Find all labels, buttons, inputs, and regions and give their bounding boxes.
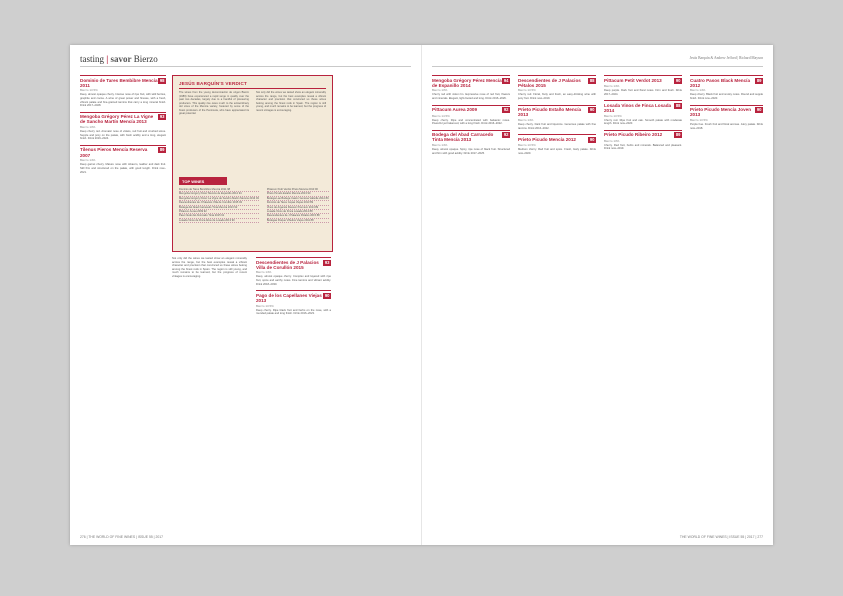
mid-column-a: [172, 257, 247, 279]
entry-title-bar: [518, 75, 596, 88]
header-rule: [80, 66, 411, 67]
top-wine-item: Vinos de Arganza Flavium Premium 2014 89: [267, 206, 329, 210]
score-badge: 88: [675, 102, 681, 108]
score-badge: 89: [159, 147, 165, 153]
wine-details: Bierzo 13.5%: [80, 88, 98, 93]
score-badge: 90: [589, 107, 595, 113]
verdict-rule: [179, 88, 326, 89]
wine-name: Mengoba Grégory Pérez La Vigne de Sancho Martín Mencía 2013: [80, 114, 154, 125]
footer-left: 276 | THE WORLD OF FINE WINES | ISSUE 55 | 2017: [80, 535, 164, 539]
top-wine-item: Paso Nudo del Ahorcado Tinta 2015 91: [179, 214, 259, 218]
right-column-1: [432, 75, 510, 159]
wine-entry: [604, 75, 682, 96]
section-header: [80, 54, 158, 64]
tasting-note: Cherry red with violet rim. Expressive nose of red fruit, flowers and minerals. Elegant, light-footed and long. Drink 2016–2026.: [432, 93, 510, 100]
wine-details: Bierzo 13.5%: [518, 88, 536, 93]
top-wine-item: Pittacum Aurea 2009 92: [179, 210, 259, 214]
wine-name: Prieto Picudo Mencía Joven 2013: [690, 107, 752, 118]
wine-details: Bierzo 14%: [432, 143, 448, 148]
score-badge: 89: [756, 77, 762, 83]
body-text: Not only did the wines we tasted show an elegant minerality across the range, but the best examples reveal a vibrant character and precision that convinced us these wines belong among the finest reds in Spain. The region is still young, and much remains to be learned, but the progress of recent vintages is encouraging.: [172, 257, 247, 278]
verdict-col-2: Not only did the wines we tasted show an elegant minerality across the range, but the best examples reveal a vibrant character and precision that convinced us these wines belong among the finest reds in Spain. The region is still young, and much remains to be learned, but the progress of recent vintages is encouraging.: [256, 91, 326, 112]
mid-column-b: [256, 257, 331, 320]
score-badge: 90: [324, 292, 330, 298]
wine-name: Descendientes de J Palacios Villa de Corullón 2015: [256, 259, 319, 270]
score-badge: 90: [589, 136, 595, 142]
wine-entry: [604, 100, 682, 126]
top-wine-item: Descendientes de J Palacios Villa de Corullón 2015 93: [179, 201, 259, 205]
entry-title-bar: [432, 75, 510, 88]
verdict-col-1: The wines from the young denominación de origen Bierzo (1989) have experienced a rapid surge in quality over the past two decades, largely due to a handful of pioneering producers. This quality rise owes much to the extraordinary old vines of the Mencía variety, fostered by some of the finest producers of the Peninsula, who have appreciated its great potential.: [179, 91, 249, 115]
tasters-credit: Jesús Barquín & Andrew Jefford | Richard Mayson: [689, 56, 763, 60]
section-label: tasting: [80, 54, 104, 64]
wine-entry: [432, 75, 510, 101]
wine-details: Bierzo 13%: [80, 125, 96, 130]
wine-details: Bierzo 14%: [80, 158, 96, 163]
header-rule: [432, 66, 763, 67]
tasting-note: Cherry red. Floral, fruity and fresh, an easy-drinking wine with juicy fruit. Drink now–2019.: [518, 93, 596, 100]
top-wines-list: [179, 188, 329, 223]
wine-name: Mengoba Grégory Pérez Mencía de Espanillo 2014: [432, 77, 502, 88]
tasting-note: Deep cherry. Ripe and concentrated with balsamic notes. Powerful yet balanced, with a long finish. Drink 2016–2022.: [432, 118, 510, 126]
wine-entry: [432, 105, 510, 126]
entry-title-bar: [604, 75, 682, 84]
score-badge: 98: [159, 77, 165, 83]
tasting-note: Deep cherry red. Aromatic nose of violets, red fruit and crushed stone. Supple and juicy on the palate, with fresh acidity and a long, elegant finish. Drink 2016–2024.: [80, 130, 166, 141]
wine-details: Bierzo 14%: [256, 270, 272, 275]
entry-title-bar: [604, 100, 682, 113]
right-column-4: [690, 75, 763, 134]
wine-name: Prieto Picudo Estaño Mencía 2013: [518, 107, 582, 118]
entry-title-bar: [690, 105, 763, 118]
verdict-box: [172, 75, 333, 252]
score-badge: 90: [756, 107, 762, 113]
top-wine-item: Dominio de Tares Cepas Viejas 2013 89: [267, 201, 329, 205]
top-wine-item: Bodega Las Bodega Castro Ventosa Valtuille 2012 89: [266, 196, 329, 200]
wine-name: Cuatro Pasos Black Mencía 2012: [690, 77, 750, 88]
wine-details: Bierzo 14%: [518, 118, 534, 122]
wine-details: Bierzo 14.5%: [432, 113, 450, 118]
wine-details: Bierzo 13.5%: [604, 113, 622, 118]
top-wine-item: Losada Vinos de Finca Altos de Losada 2013 90: [179, 219, 259, 223]
tasting-note: Cherry. Red fruit, herbs and minerals. Balanced and pleasant. Drink now–2019.: [604, 143, 682, 151]
top-wine-item: Bodegas Peique Viñedos Viejos 2011 88: [267, 219, 329, 223]
entry-title-bar: [256, 290, 331, 303]
entry-title-bar: [80, 75, 166, 88]
entry-title-bar: [518, 134, 596, 143]
wine-entry: [518, 75, 596, 101]
wine-name: Tilenus Pieros Mencía Reserva 2007: [80, 147, 148, 158]
verdict-title: JESÚS BARQUÍN'S VERDICT: [179, 81, 247, 86]
score-badge: 90: [675, 77, 681, 83]
wine-entry: [690, 105, 763, 131]
wine-entry: [604, 130, 682, 151]
wine-name: Pago de los Capellanes Viejas 2013: [256, 292, 322, 303]
tasting-note: Deep, almost opaque. Spicy, ripe nose of black fruit. Structured and firm with good acidity. Drink 2017–2025.: [432, 148, 510, 155]
left-column: [80, 75, 166, 178]
tasting-note: Purple hue. Fresh fruit and floral aromas. Juicy palate. Drink now–2018.: [690, 123, 763, 130]
wine-entry: [256, 290, 331, 316]
score-badge: 93: [324, 259, 330, 265]
wine-details: Bierzo 13%: [432, 88, 448, 93]
wine-name: Pittacum Petit Verdot 2013: [604, 77, 662, 83]
score-badge: 92: [503, 107, 509, 113]
top-wine-item: Mengoba Grégory Pérez Mencía de Espanillo 2014 94: [179, 192, 259, 196]
wine-entry: [80, 145, 166, 174]
entry-title-bar: [256, 257, 331, 270]
top-wine-item: Losada Vinos de Finca Losada 2014 88: [267, 210, 329, 214]
tasting-note: Deep cherry. Black fruit and smoky notes. Round and supple finish. Drink now–2020.: [690, 93, 763, 100]
wine-details: Bierzo 13.5%: [518, 143, 536, 148]
right-page: [422, 45, 773, 545]
entry-title-bar: [690, 75, 763, 88]
top-wine-item: Pittacum Petit Verdot Prieto Mencía 2013 90: [267, 188, 329, 192]
top-wines-title: TOP WINES: [179, 177, 227, 185]
tasting-note: Deep garnet cherry. Mature nose with tobacco, leather and dark fruit. Still firm and structured on the palate, with good length. Drink now–2021.: [80, 163, 166, 174]
wine-entry: [690, 75, 763, 101]
tasting-note: Deep, almost opaque cherry. Intense nose of ripe fruit, with wild berries, graphite and cocoa. A wine of great power and finesse, with a fresh, vibrant palate and fine-grained tannins that carry a long mineral finish. Drink 2017–2028.: [80, 93, 166, 108]
region-label: Bierzo: [133, 54, 158, 64]
wine-entry: [518, 105, 596, 131]
header-separator: |: [106, 54, 109, 64]
tasting-note: Deep, almost opaque cherry. Complex and layered with ripe fruit, spice and earthy notes. Fine tannins and vibrant acidity. Drink 2018–2030.: [256, 275, 331, 286]
wine-entry: [432, 130, 510, 156]
wine-details: Bierzo 14%: [690, 88, 706, 93]
tasting-note: Deep cherry. Dark fruit and liquorice. Generous palate with fine tannins. Drink 2016–2022.: [518, 123, 596, 130]
wine-entry: [80, 112, 166, 141]
wine-details: Bierzo 13.5%: [256, 303, 274, 308]
entry-title-bar: [518, 105, 596, 118]
top-wine-item: Dominio de Tares Bembibre Mencía 2011 98: [179, 188, 259, 192]
wine-entry: [80, 75, 166, 108]
top-wine-item: Mengoba Grégory Pérez La Vigne de Sancho Martín Mencía 2013 93: [179, 196, 259, 200]
wine-details: Bierzo 13%: [604, 138, 620, 143]
score-badge: 93: [159, 114, 165, 120]
entry-title-bar: [80, 145, 166, 158]
top-wines-panel: [179, 177, 329, 247]
entry-title-bar: [432, 130, 510, 143]
wine-details: Bierzo 13.5%: [690, 118, 708, 122]
tasting-note: Medium cherry. Red fruit and spice. Fresh, lively palate. Drink now–2020.: [518, 148, 596, 155]
entry-title-bar: [80, 112, 166, 125]
topic-label: savor: [110, 54, 132, 64]
footer-right: THE WORLD OF FINE WINES | ISSUE 55 | 2017 | 277: [679, 535, 763, 539]
score-badge: 88: [589, 77, 595, 83]
wine-name: Prieto Picudo Ribeiro 2012: [604, 132, 663, 138]
top-wine-item: Prieto Picudo Estaño Mencía 2013 90: [267, 192, 329, 196]
entry-title-bar: [604, 130, 682, 139]
top-wine-item: Descendientes de J Palacios Pétalos 2015 88: [267, 214, 329, 218]
wine-name: Descendientes de J Palacios Pétalos 2015: [518, 77, 581, 88]
score-badge: 94: [503, 77, 509, 83]
right-column-3: [604, 75, 682, 155]
wine-entry: [256, 257, 331, 286]
wine-name: Bodega del Abad Carracedo Tinta Mencía 2013: [432, 132, 494, 143]
wine-name: Dominio de Tares Bembibre Mencía 2011: [80, 77, 158, 88]
top-wine-item: Bodega del Abad Carracedo Tinta Mencía 2013 92: [179, 206, 259, 210]
wine-name: Losada Vinos de Finca Losada 2014: [604, 102, 672, 113]
score-badge: 92: [503, 132, 509, 138]
wine-name: Pittacum Aurea 2009: [432, 107, 478, 113]
wine-details: Bierzo 14%: [604, 84, 620, 88]
score-badge: 89: [675, 132, 681, 138]
left-page: [70, 45, 421, 545]
entry-title-bar: [432, 105, 510, 114]
tasting-note: Deep purple. Dark fruit and floral notes. Firm and fresh. Drink 2017–2024.: [604, 89, 682, 96]
wine-name: Prieto Picudo Mencía 2012: [518, 136, 576, 142]
tasting-note: Deep cherry. Ripe black fruit and herbs on the nose, with a rounded palate and long finish. Drink 2016–2023.: [256, 308, 331, 316]
right-column-2: [518, 75, 596, 159]
magazine-spread: [70, 45, 773, 545]
tasting-note: Cherry red. Ripe fruit and oak. Smooth palate with moderate length. Drink now–2020.: [604, 118, 682, 126]
wine-entry: [518, 134, 596, 155]
